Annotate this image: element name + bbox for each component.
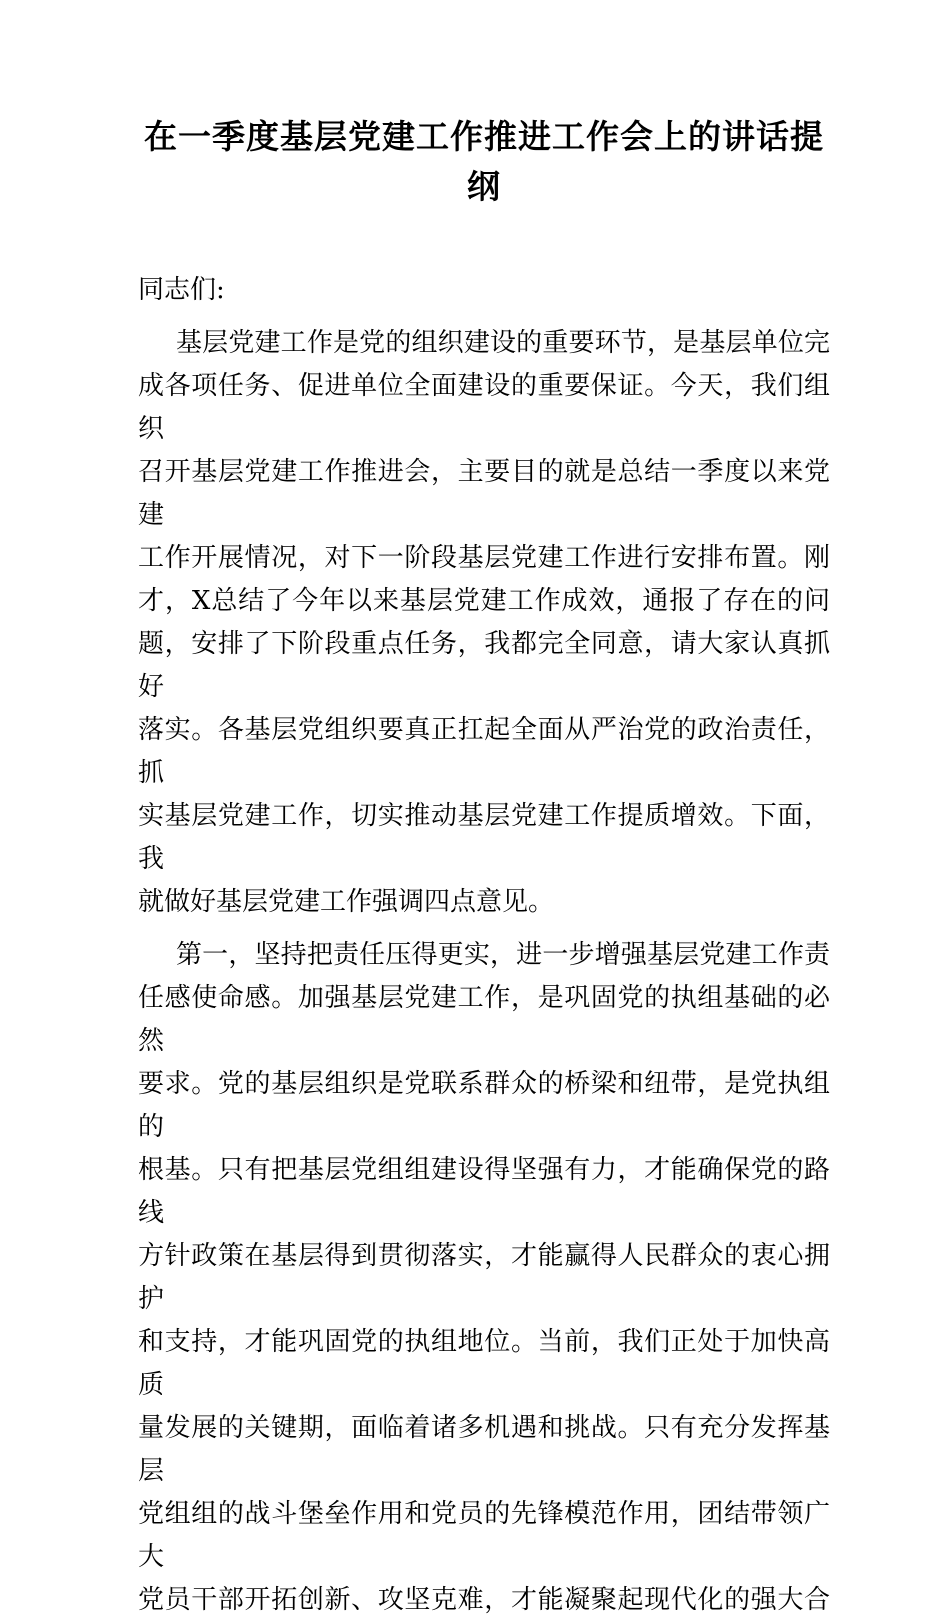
text-line: 和支持，才能巩固党的执组地位。当前，我们正处于加快高质	[138, 1327, 830, 1400]
text-line: 才，X总结了今年以来基层党建工作成效，通报了存在的问	[138, 586, 830, 616]
document-title	[138, 112, 830, 212]
text-line: 落实。各基层党组织要真正扛起全面从严治党的政治责任，抓	[138, 715, 830, 788]
paragraph-1	[138, 322, 830, 924]
text-line: 召开基层党建工作推进会，主要目的就是总结一季度以来党建	[138, 457, 830, 530]
text-line: 基层党建工作是党的组织建设的重要环节，是基层单位完	[176, 328, 830, 358]
text-line: 党员干部开拓创新、攻坚克难，才能凝聚起现代化的强大合	[138, 1585, 830, 1615]
text-line: 成各项任务、促进单位全面建设的重要保证。今天，我们组织	[138, 371, 830, 444]
document-title-line: 纲	[467, 167, 501, 206]
salutation: 同志们:	[138, 275, 225, 305]
document-title-line: 在一季度基层党建工作推进工作会上的讲话提	[144, 117, 824, 156]
text-line: 题，安排了下阶段重点任务，我都完全同意，请大家认真抓好	[138, 629, 830, 702]
text-line: 第一，坚持把责任压得更实，进一步增强基层党建工作责	[176, 940, 830, 970]
text-line: 要求。党的基层组织是党联系群众的桥梁和纽带，是党执组的	[138, 1069, 830, 1142]
text-line: 方针政策在基层得到贯彻落实，才能赢得人民群众的衷心拥护	[138, 1241, 830, 1314]
text-line: 党组组的战斗堡垒作用和党员的先锋模范作用，团结带领广大	[138, 1499, 830, 1572]
text-line: 任感使命感。加强基层党建工作，是巩固党的执组基础的必然	[138, 983, 830, 1056]
text-line: 实基层党建工作，切实推动基层党建工作提质增效。下面，我	[138, 801, 830, 874]
text-line: 量发展的关键期，面临着诸多机遇和挑战。只有充分发挥基层	[138, 1413, 830, 1486]
paragraph-2	[138, 934, 830, 1622]
text-line: 根基。只有把基层党组组建设得坚强有力，才能确保党的路线	[138, 1155, 830, 1228]
text-line: 就做好基层党建工作强调四点意见。	[138, 887, 555, 917]
text-line: 工作开展情况，对下一阶段基层党建工作进行安排布置。刚	[138, 543, 830, 573]
